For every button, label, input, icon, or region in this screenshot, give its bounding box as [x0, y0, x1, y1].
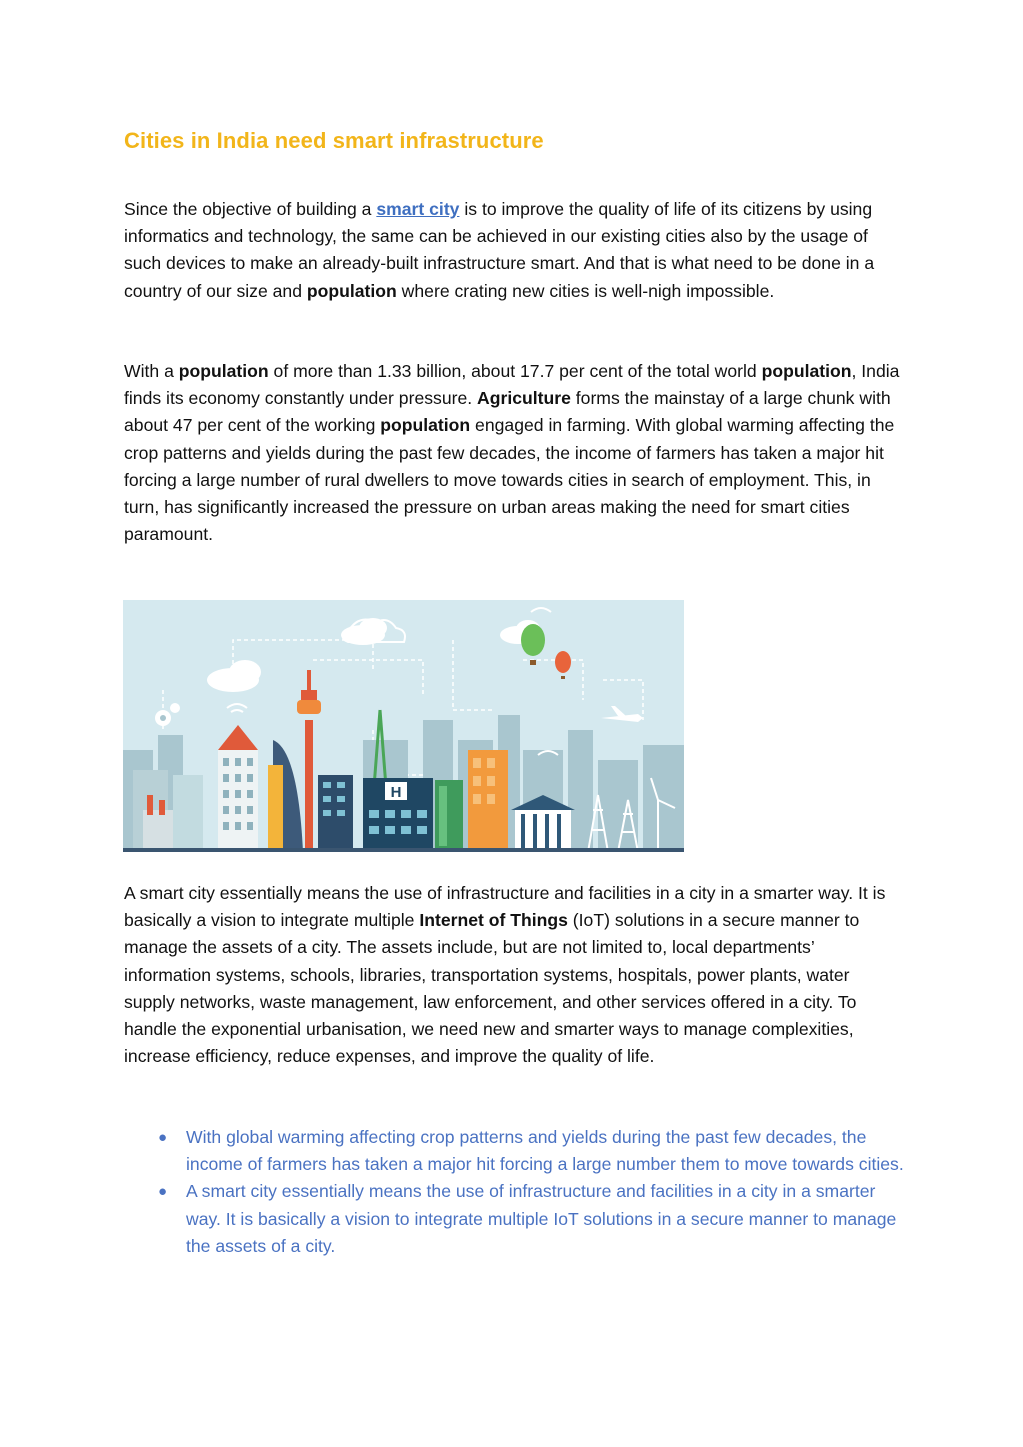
- text-run: engaged in farming. With global warming affecting the crop patterns and yields during the past few decades, the income of farmers has taken a major hit forcing a large number of rural dwellers to move towards cities in search of employment. This, in turn, has significantly increased the pressure on urban areas making the need for smart cities paramount.: [124, 415, 895, 545]
- list-item: [158, 1124, 906, 1178]
- bold-term: population: [380, 415, 471, 436]
- text-run: (IoT) solutions in a secure manner to manage the assets of a city. The assets include, but are not limited to, local departments’ information systems, schools, libraries, transportation systems, hospitals, power plants, water supply networks, waste management, law enforcement, and other services offered in a city. To handle the exponential urbanisation, we need new and smarter ways to manage complexities, increase efficiency, reduce expenses, and improve the quality of life.: [124, 910, 860, 1067]
- text-run: where crating new cities is well-nigh impossible.: [396, 280, 775, 301]
- smart-city-illustration-icon: [123, 600, 684, 852]
- hospital-sign: H: [390, 784, 402, 801]
- bold-term: Agriculture: [477, 388, 571, 409]
- population-paragraph: [124, 358, 904, 548]
- summary-bullet-list: [158, 1124, 906, 1260]
- bold-term: population: [761, 361, 852, 381]
- text-run: A smart city essentially means the use of infrastructure and facilities in a city in a smarter way. It is basically a vision to integrate multiple: [124, 883, 886, 931]
- text-run: is to improve the quality of life of its citizens by using informatics and technology, the same can be achieved in our existing cities also by the usage of such devices to make an already-built infrastructure smart. And that is what need to be done in a country of our size and: [124, 199, 875, 301]
- bullet-icon: ●: [158, 1183, 168, 1201]
- text-run: With a: [124, 361, 179, 381]
- bold-term: Internet of Things: [419, 910, 568, 931]
- bullet-text: A smart city essentially means the use of infrastructure and facilities in a city in a smarter way. It is basically a vision to integrate multiple IoT solutions in a secure manner to manage the assets of a city.: [186, 1181, 897, 1256]
- bold-term: population: [178, 361, 269, 381]
- page-title: Cities in India need smart infrastructure: [124, 128, 544, 153]
- smart-city-link[interactable]: smart city: [376, 199, 460, 219]
- intro-paragraph: [124, 196, 904, 305]
- text-run: of more than 1.33 billion, about 17.7 per cent of the total world: [268, 361, 762, 381]
- bullet-text: With global warming affecting crop patterns and yields during the past few decades, the income of farmers has taken a major hit forcing a large number them to move towards cities.: [186, 1127, 904, 1175]
- text-run: , India finds its economy constantly under pressure.: [124, 361, 900, 409]
- bullet-icon: ●: [158, 1129, 168, 1146]
- smart-city-definition-paragraph: [124, 880, 904, 1070]
- text-run: forms the mainstay of a large chunk with about 47 per cent of the working: [124, 388, 891, 436]
- bold-term: population: [306, 280, 397, 301]
- text-run: Since the objective of building a: [124, 199, 377, 219]
- list-item: [158, 1178, 906, 1260]
